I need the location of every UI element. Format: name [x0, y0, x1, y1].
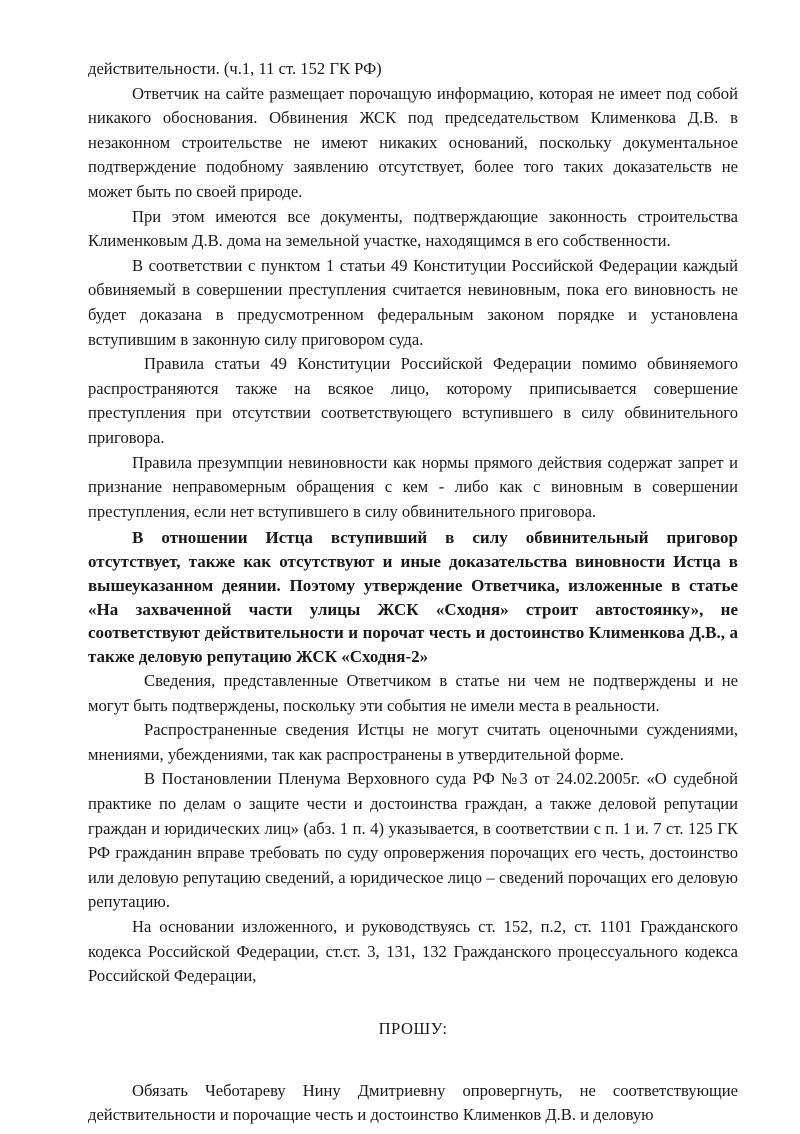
paragraph-statements: Сведения, представленные Ответчиком в статье ни чем не подтверждены и не могут быть подтверждены, поскольку эти события не имели места в реальности. [88, 671, 738, 715]
paragraph-article-49: Правила статьи 49 Конституции Российской Федерации помимо обвиняемого распространяются также на всякое лицо, которому приписывается совершение преступления при отсутствии соответствующего вступившего в силу обвинительного приговора. [88, 354, 738, 447]
request-heading: ПРОШУ: [378, 1018, 448, 1038]
paragraph-constitution: В соответствии с пунктом 1 статьи 49 Конституции Российской Федерации каждый обвиняемый в совершении преступления считается невиновным, пока его виновность не будет доказана в предусмотренном федеральным законом порядке и установлена вступившим в законную силу приговором суда. [88, 255, 738, 349]
paragraph-plenum: В Постановлении Пленума Верховного суда РФ №3 от 24.02.2005г. «О судебной практике по делам о защите чести и достоинства граждан, а также деловой репутации граждан и юридических лиц» (абз. 1 п. 4) указывается, в соответствии с п. 1 и. 7 ст. 125 ГК РФ гражданин вправе требовать по суду опровержения порочащих его честь, достоинство или деловую репутацию сведений, а юридическое лицо – сведений порочащих его деловую репутацию. [88, 769, 738, 912]
paragraph-documents: При этом имеются все документы, подтверждающие законность строительства Клименковым Д.В. дома на земельной участке, находящимся в его собственности. [88, 206, 738, 251]
paragraph-distributed-info: Распространенные сведения Истцы не могут считать оценочными суждениями, мнениями, убеждениями, так как распространены в утвердительной форме. [88, 720, 738, 764]
paragraph-grounds: На основании изложенного, и руководствуясь ст. 152, п.2, ст. 1101 Гражданского кодекса Российской Федерации, ст.ст. 3, 131, 132 Гражданского процессуального кодекса Российской Федерации, [88, 917, 738, 986]
paragraph-request: Обязать Чеботареву Нину Дмитриевну опровергнуть, не соответствующие действительности и порочащие честь и достоинство Клименков Д.В. и деловую [88, 1080, 738, 1125]
paragraph-bold-claim: В отношении Истца вступивший в силу обвинительный приговор отсутствует, также как отсутствуют и иные доказательства виновности Истца в вышеуказанном деянии. Поэтому утверждение Ответчика, изложенные в статье «На захваченной части улицы ЖСК «Сходня» строит автостоянку», не соответствуют действительности и порочат честь и достоинство Клименкова Д.В., а также деловую репутацию ЖСК «Сходня-2» [88, 528, 738, 667]
paragraph-continuation: действительности. (ч.1, 11 ст. 152 ГК РФ) [88, 59, 382, 78]
paragraph-presumption: Правила презумпции невиновности как нормы прямого действия содержат запрет и признание неправомерным обращения с кем - либо как с виновным в совершении преступления, если нет вступившего в силу обвинительного приговора. [88, 452, 738, 521]
paragraph-defendant-info: Ответчик на сайте размещает порочащую информацию, которая не имеет под собой никакого обоснования. Обвинения ЖСК под председательством Клименкова Д.В. в незаконном строительстве не имеют никаких оснований, поскольку документальное подтверждение подобному заявлению отсутствует, более того таких доказательств не может быть по своей природе. [88, 83, 738, 201]
